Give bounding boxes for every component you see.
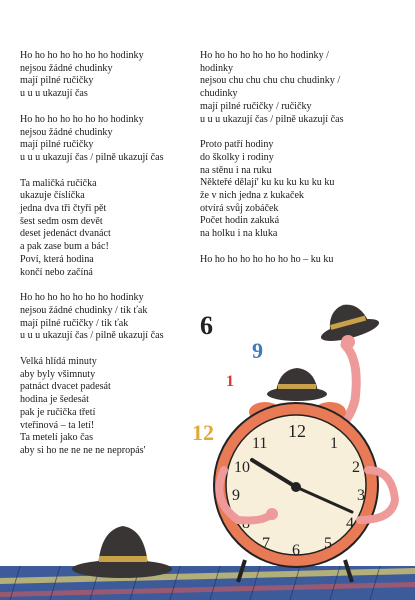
clock-numeral: 8 bbox=[242, 515, 250, 532]
lyric-line: Ho ho ho ho ho ho ho ho – ku ku bbox=[200, 253, 334, 265]
lyric-line: Ho ho ho ho ho ho ho hodinky bbox=[20, 292, 144, 304]
clock-numeral: 1 bbox=[330, 435, 338, 452]
clock-numeral: 9 bbox=[232, 487, 240, 504]
lyric-line: mají pilné ručičky bbox=[20, 75, 94, 87]
lyric-line: u u u ukazují čas / pilně ukazují čas bbox=[200, 113, 344, 125]
alarm-clock bbox=[214, 368, 395, 582]
lyric-line: aby byly všimnuty bbox=[20, 368, 96, 380]
flying-number-twelve: 12 bbox=[192, 420, 214, 445]
lyric-line: deset jedenáct dvanáct bbox=[20, 228, 111, 240]
clock-numeral: 2 bbox=[352, 459, 360, 476]
lyric-line: u u u ukazují čas / pilně ukazují čas bbox=[20, 330, 164, 342]
lyric-line: Ho ho ho ho ho ho ho hodinky / bbox=[200, 50, 329, 61]
lyric-line: pak je ručička třetí bbox=[20, 406, 96, 418]
lyric-line: mají pilné ručičky / ručičky bbox=[200, 100, 312, 112]
lyric-line: nejsou žádné chudinky / tik ťak bbox=[20, 304, 148, 316]
clock-numeral: 5 bbox=[324, 535, 332, 552]
lyric-line: a pak zase bum a bác! bbox=[20, 241, 109, 253]
clock-numeral: 11 bbox=[252, 435, 268, 452]
lyric-line: Proto patří hodiny bbox=[200, 139, 274, 151]
clock-numeral: 6 bbox=[292, 542, 300, 559]
lyric-line: ukazuje číslíčka bbox=[20, 190, 85, 202]
lyric-line: Ho ho ho ho ho ho ho hodinky bbox=[20, 113, 144, 125]
lyric-line: hodina je šedesát bbox=[20, 394, 89, 406]
lyric-line: Počet hodin zakuká bbox=[200, 215, 280, 227]
lyric-line: mají pilné ručičky bbox=[20, 139, 94, 151]
lyric-line: aby si ho ne ne ne ne nepropás' bbox=[20, 444, 146, 456]
clock-numeral: 4 bbox=[346, 515, 354, 532]
lyric-line: Ho ho ho ho ho ho ho hodinky bbox=[20, 50, 144, 61]
lyric-line: do školky i rodiny bbox=[200, 151, 274, 163]
flying-number-six: 6 bbox=[200, 311, 213, 340]
patterned-floor bbox=[0, 566, 415, 600]
lyric-line: šest sedm osm devět bbox=[20, 215, 103, 227]
clock-numeral: 10 bbox=[234, 459, 250, 476]
lyric-line: Poví, která hodina bbox=[20, 253, 94, 265]
lyric-line: Velká hlídá minuty bbox=[20, 356, 97, 368]
flying-number-nine: 9 bbox=[252, 338, 263, 363]
clock-numeral: 3 bbox=[357, 487, 365, 504]
lyric-line: otvírá svůj zobáček bbox=[200, 202, 279, 214]
lyric-line: patnáct dvacet padesát bbox=[20, 381, 111, 393]
lyric-line: nejsou žádné chudinky bbox=[20, 126, 113, 138]
lyric-line: že v nich jedna z kukaček bbox=[200, 190, 304, 202]
lyric-line: Ta maličká ručička bbox=[20, 177, 97, 189]
lyric-line: na stěnu i na ruku bbox=[200, 164, 272, 176]
lyric-line: u u u ukazují čas / pilně ukazují čas bbox=[20, 151, 164, 163]
lyric-line: Někteřé dělají' ku ku ku ku ku ku bbox=[200, 177, 335, 189]
lyric-line: nejsou chu chu chu chu chudinky / bbox=[200, 75, 341, 87]
lyric-line: Ta metelí jako čas bbox=[20, 432, 94, 444]
lyric-line: končí nebo začíná bbox=[20, 266, 93, 278]
lyric-line: nejsou žádné chudinky bbox=[20, 62, 113, 74]
lyric-line: hodinky bbox=[200, 62, 234, 74]
lyric-line: jedna dva tři čtyři pět bbox=[20, 203, 107, 215]
lyric-line: mají pilné ručičky / tik ťak bbox=[20, 317, 129, 329]
lyric-line: vteřinová – ta letí! bbox=[20, 419, 95, 431]
lyric-line: u u u ukazují čas bbox=[20, 88, 88, 100]
clock-numeral: 12 bbox=[288, 421, 306, 441]
lyric-line: na holku i na kluka bbox=[200, 228, 278, 240]
clock-numeral: 7 bbox=[262, 535, 270, 552]
flying-number-one: 1 bbox=[226, 373, 234, 390]
lyric-line: chudinky bbox=[200, 88, 238, 100]
hat-on-floor bbox=[72, 526, 172, 578]
